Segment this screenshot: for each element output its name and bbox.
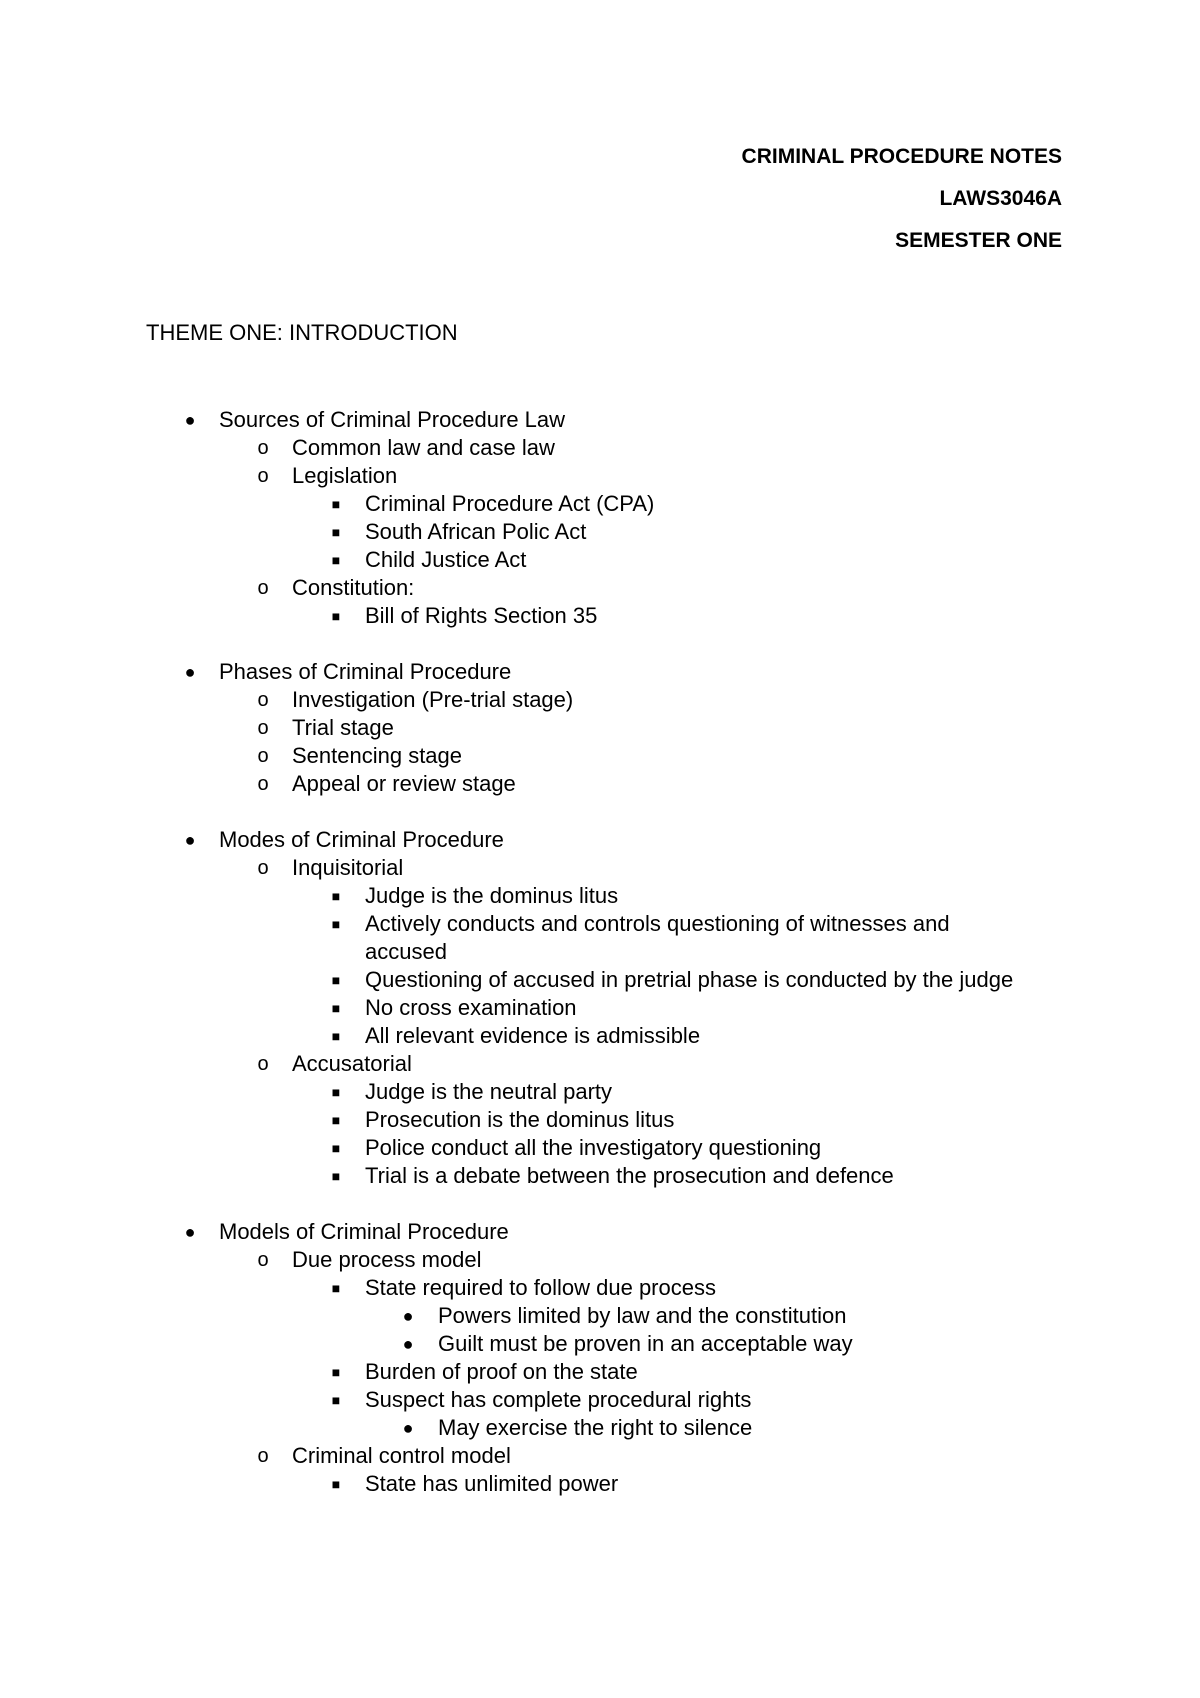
list-item-text: South African Polic Act	[365, 519, 587, 544]
list-item-level-3	[0, 546, 1200, 574]
list-item-level-2	[0, 854, 1200, 882]
bullet-circle-icon: o	[257, 1445, 269, 1467]
bullet-circle-icon: o	[257, 465, 269, 487]
list-item-text: Burden of proof on the state	[365, 1359, 638, 1384]
list-item-text: State required to follow due process	[365, 1275, 716, 1300]
list-item-level-3	[0, 1470, 1200, 1498]
bullet-dot-icon: ●	[184, 1222, 196, 1242]
list-item-level-2	[0, 714, 1200, 742]
section-spacer	[0, 798, 1200, 826]
list-item-level-2	[0, 434, 1200, 462]
bullet-dot-icon: ●	[184, 662, 196, 682]
bullet-square-icon: ■	[331, 496, 341, 512]
list-item-level-2	[0, 742, 1200, 770]
bullet-square-icon: ■	[331, 1392, 341, 1408]
list-item-level-1	[0, 406, 1200, 434]
list-item-level-3	[0, 518, 1200, 546]
list-item-level-4	[0, 1414, 1200, 1442]
list-item-text: Criminal control model	[292, 1443, 511, 1468]
list-item-level-3	[0, 910, 1200, 966]
list-item-level-1	[0, 826, 1200, 854]
document-header	[742, 146, 1062, 272]
theme-heading: THEME ONE: INTRODUCTION	[146, 320, 458, 345]
bullet-square-icon: ■	[331, 1084, 341, 1100]
list-item-text: Guilt must be proven in an acceptable way	[438, 1331, 853, 1356]
list-item-text: Police conduct all the investigatory questioning	[365, 1135, 822, 1160]
list-item-level-2	[0, 574, 1200, 602]
list-item-level-3	[0, 1162, 1200, 1190]
list-item-text: Phases of Criminal Procedure	[219, 659, 512, 684]
course-code: LAWS3046A	[939, 187, 1062, 210]
list-item-text: Modes of Criminal Procedure	[219, 827, 504, 852]
bullet-square-icon: ■	[331, 916, 341, 932]
list-item-level-3	[0, 1274, 1200, 1302]
bullet-square-icon: ■	[331, 1000, 341, 1016]
list-item-text: Child Justice Act	[365, 547, 527, 572]
bullet-circle-icon: o	[257, 717, 269, 739]
list-item-text: No cross examination	[365, 995, 577, 1020]
list-item-level-2	[0, 686, 1200, 714]
list-item-text: Trial is a debate between the prosecution and defence	[365, 1163, 894, 1188]
list-item-text: Investigation (Pre-trial stage)	[292, 687, 574, 712]
section-spacer	[0, 630, 1200, 658]
list-item-level-4	[0, 1302, 1200, 1330]
list-item-level-2	[0, 462, 1200, 490]
list-item-text: May exercise the right to silence	[438, 1415, 753, 1440]
list-item-text: Judge is the dominus litus	[365, 883, 619, 908]
list-item-text: Criminal Procedure Act (CPA)	[365, 491, 655, 516]
list-item-text: Inquisitorial	[292, 855, 404, 880]
list-item-text: State has unlimited power	[365, 1471, 619, 1496]
list-item-text: Bill of Rights Section 35	[365, 603, 598, 628]
list-item-text: Prosecution is the dominus litus	[365, 1107, 675, 1132]
list-item-level-1	[0, 1218, 1200, 1246]
bullet-square-icon: ■	[331, 1364, 341, 1380]
list-item-text: Sentencing stage	[292, 743, 463, 768]
list-item-text: Trial stage	[292, 715, 394, 740]
bullet-circle-icon: o	[257, 577, 269, 599]
list-item-level-3	[0, 1358, 1200, 1386]
document-title: CRIMINAL PROCEDURE NOTES	[741, 145, 1062, 168]
list-item-level-3	[0, 966, 1200, 994]
list-item-text: Suspect has complete procedural rights	[365, 1387, 752, 1412]
list-item-level-3	[0, 1022, 1200, 1050]
list-item-level-2	[0, 1442, 1200, 1470]
bullet-square-icon: ■	[331, 1140, 341, 1156]
bullet-square-icon: ■	[331, 1028, 341, 1044]
list-item-text: Appeal or review stage	[292, 771, 516, 796]
bullet-dot-icon: ●	[402, 1418, 414, 1438]
list-item-level-3	[0, 1134, 1200, 1162]
list-item-level-3	[0, 994, 1200, 1022]
list-item-level-3	[0, 602, 1200, 630]
list-item-text: Constitution:	[292, 575, 415, 600]
list-item-text: Due process model	[292, 1247, 482, 1272]
bullet-square-icon: ■	[331, 888, 341, 904]
list-item-level-3	[0, 882, 1200, 910]
list-item-text: Models of Criminal Procedure	[219, 1219, 509, 1244]
list-item-text: Actively conducts and controls questioning of witnesses and accused	[365, 911, 950, 964]
bullet-square-icon: ■	[331, 524, 341, 540]
bullet-circle-icon: o	[257, 857, 269, 879]
list-item-level-2	[0, 1246, 1200, 1274]
list-item-text: All relevant evidence is admissible	[365, 1023, 701, 1048]
notes-outline	[0, 406, 1200, 1498]
list-item-text: Sources of Criminal Procedure Law	[219, 407, 566, 432]
bullet-square-icon: ■	[331, 552, 341, 568]
list-item-text: Common law and case law	[292, 435, 555, 460]
bullet-dot-icon: ●	[184, 830, 196, 850]
semester-label: SEMESTER ONE	[895, 229, 1062, 252]
list-item-level-3	[0, 1386, 1200, 1414]
list-item-level-1	[0, 658, 1200, 686]
bullet-square-icon: ■	[331, 1476, 341, 1492]
list-item-text: Accusatorial	[292, 1051, 412, 1076]
list-item-level-4	[0, 1330, 1200, 1358]
list-item-text: Powers limited by law and the constitution	[438, 1303, 847, 1328]
list-item-level-3	[0, 490, 1200, 518]
list-item-level-3	[0, 1106, 1200, 1134]
list-item-level-2	[0, 770, 1200, 798]
bullet-circle-icon: o	[257, 1053, 269, 1075]
bullet-circle-icon: o	[257, 437, 269, 459]
bullet-dot-icon: ●	[402, 1306, 414, 1326]
bullet-square-icon: ■	[331, 608, 341, 624]
bullet-circle-icon: o	[257, 773, 269, 795]
bullet-square-icon: ■	[331, 1112, 341, 1128]
list-item-text: Questioning of accused in pretrial phase is conducted by the judge	[365, 967, 1014, 992]
bullet-dot-icon: ●	[402, 1334, 414, 1354]
bullet-square-icon: ■	[331, 1280, 341, 1296]
list-item-level-2	[0, 1050, 1200, 1078]
list-item-text: Legislation	[292, 463, 398, 488]
bullet-circle-icon: o	[257, 689, 269, 711]
bullet-circle-icon: o	[257, 745, 269, 767]
bullet-circle-icon: o	[257, 1249, 269, 1271]
list-item-level-3	[0, 1078, 1200, 1106]
list-item-text: Judge is the neutral party	[365, 1079, 613, 1104]
section-spacer	[0, 1190, 1200, 1218]
bullet-square-icon: ■	[331, 1168, 341, 1184]
bullet-square-icon: ■	[331, 972, 341, 988]
bullet-dot-icon: ●	[184, 410, 196, 430]
